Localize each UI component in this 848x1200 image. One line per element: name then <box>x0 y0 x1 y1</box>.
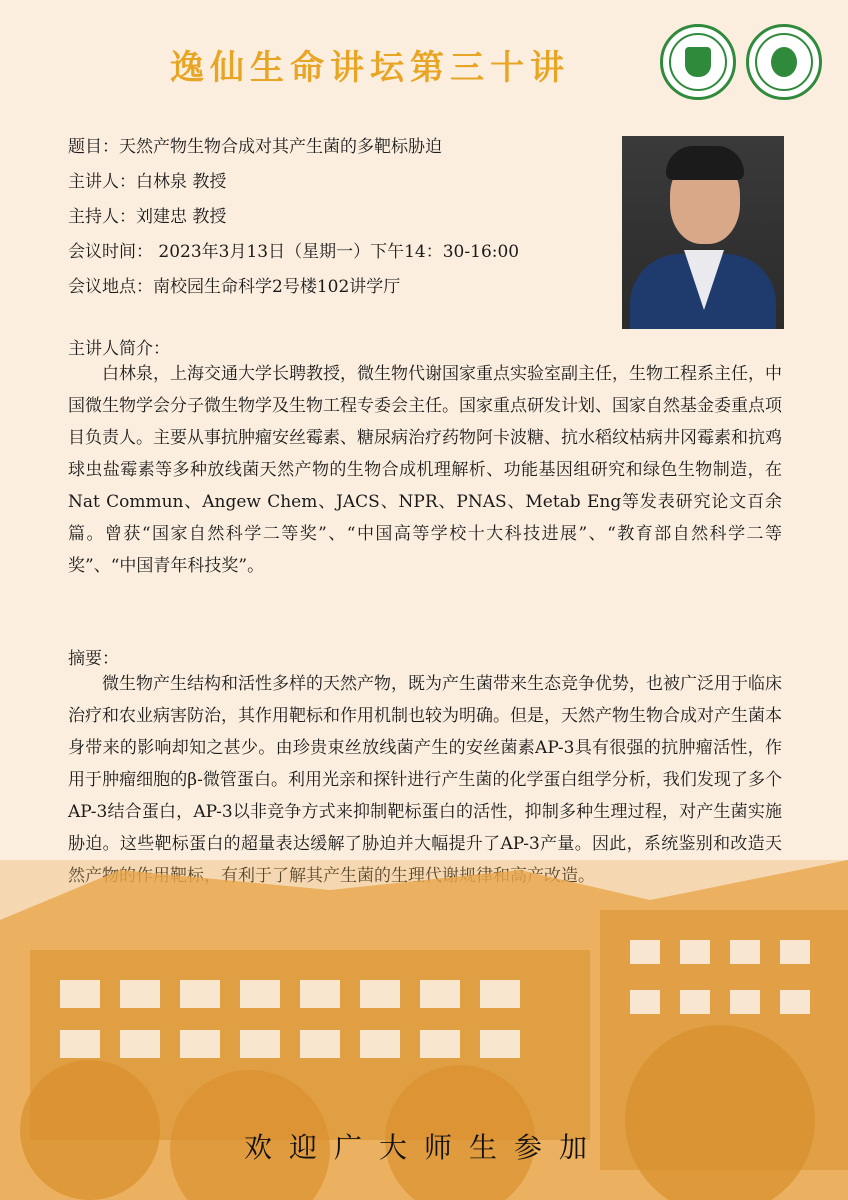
host-line: 主持人：刘建忠 教授 <box>68 207 227 227</box>
photo-hair <box>666 146 744 180</box>
abstract-text: 微生物产生结构和活性多样的天然产物，既为产生菌带来生态竞争优势，也被广泛用于临床治疗和农业病害防治，其作用靶标和作用机制也较为明确。但是，天然产物生物合成对产生菌本身带来的影响却知之甚少。由珍贵束丝放线菌产生的安丝菌素AP-3具有很强的抗肿瘤活性，作用于肿瘤细胞的β-微管蛋白。利用光亲和探针进行产生菌的化学蛋白组学分析，我们发现了多个AP-3结合蛋白，AP-3以非竞争方式来抑制靶标蛋白的活性，抑制多种生理过程，对产生菌实施胁迫。这些靶标蛋白的超量表达缓解了胁迫并大幅提升了AP-3产量。因此，系统鉴别和改造天然产物的作用靶标，有利于了解其产生菌的生理代谢规律和高产改造。 <box>68 674 782 886</box>
school-of-life-sciences-logo <box>660 24 736 100</box>
state-key-laboratory-logo <box>746 24 822 100</box>
bio-text: 白林泉，上海交通大学长聘教授，微生物代谢国家重点实验室副主任，生物工程系主任，中国微生物学会分子微生物学及生物工程专委会主任。国家重点研发计划、国家自然基金委重点项目负责人。主要从事抗肿瘤安丝霉素、糖尿病治疗药物阿卡波糖、抗水稻纹枯病井冈霉素和抗鸡球虫盐霉素等多种放线菌天然产物的生物合成机理解析、功能基因组研究和绿色生物制造，在Nat Commun、Angew Chem、JACS、NPR、PNAS、Metab Eng等发表研究论文百余篇。曾获“国家自然科学二等奖”、“中国高等学校十大科技进展”、“教育部自然科学二等奖”、“中国青年科技奖”。 <box>68 364 782 576</box>
logo-emblem <box>771 47 797 77</box>
speaker-line: 主讲人：白林泉 教授 <box>68 172 227 192</box>
bio-label: 主讲人简介： <box>68 339 170 359</box>
location-line: 会议地点：南校园生命科学2号楼102讲学厅 <box>68 277 401 297</box>
poster-title: 逸仙生命讲坛第三十讲 <box>170 48 570 88</box>
welcome-footer: 欢迎广大师生参加 <box>243 1131 604 1164</box>
time-line: 会议时间： 2023年3月13日（星期一）下午14：30-16:00 <box>68 242 520 262</box>
topic-line: 题目：天然产物生物合成对其产生菌的多靶标胁迫 <box>68 137 442 157</box>
logo-emblem <box>685 47 711 77</box>
abstract-label: 摘要： <box>68 649 119 669</box>
speaker-photo <box>622 136 784 329</box>
